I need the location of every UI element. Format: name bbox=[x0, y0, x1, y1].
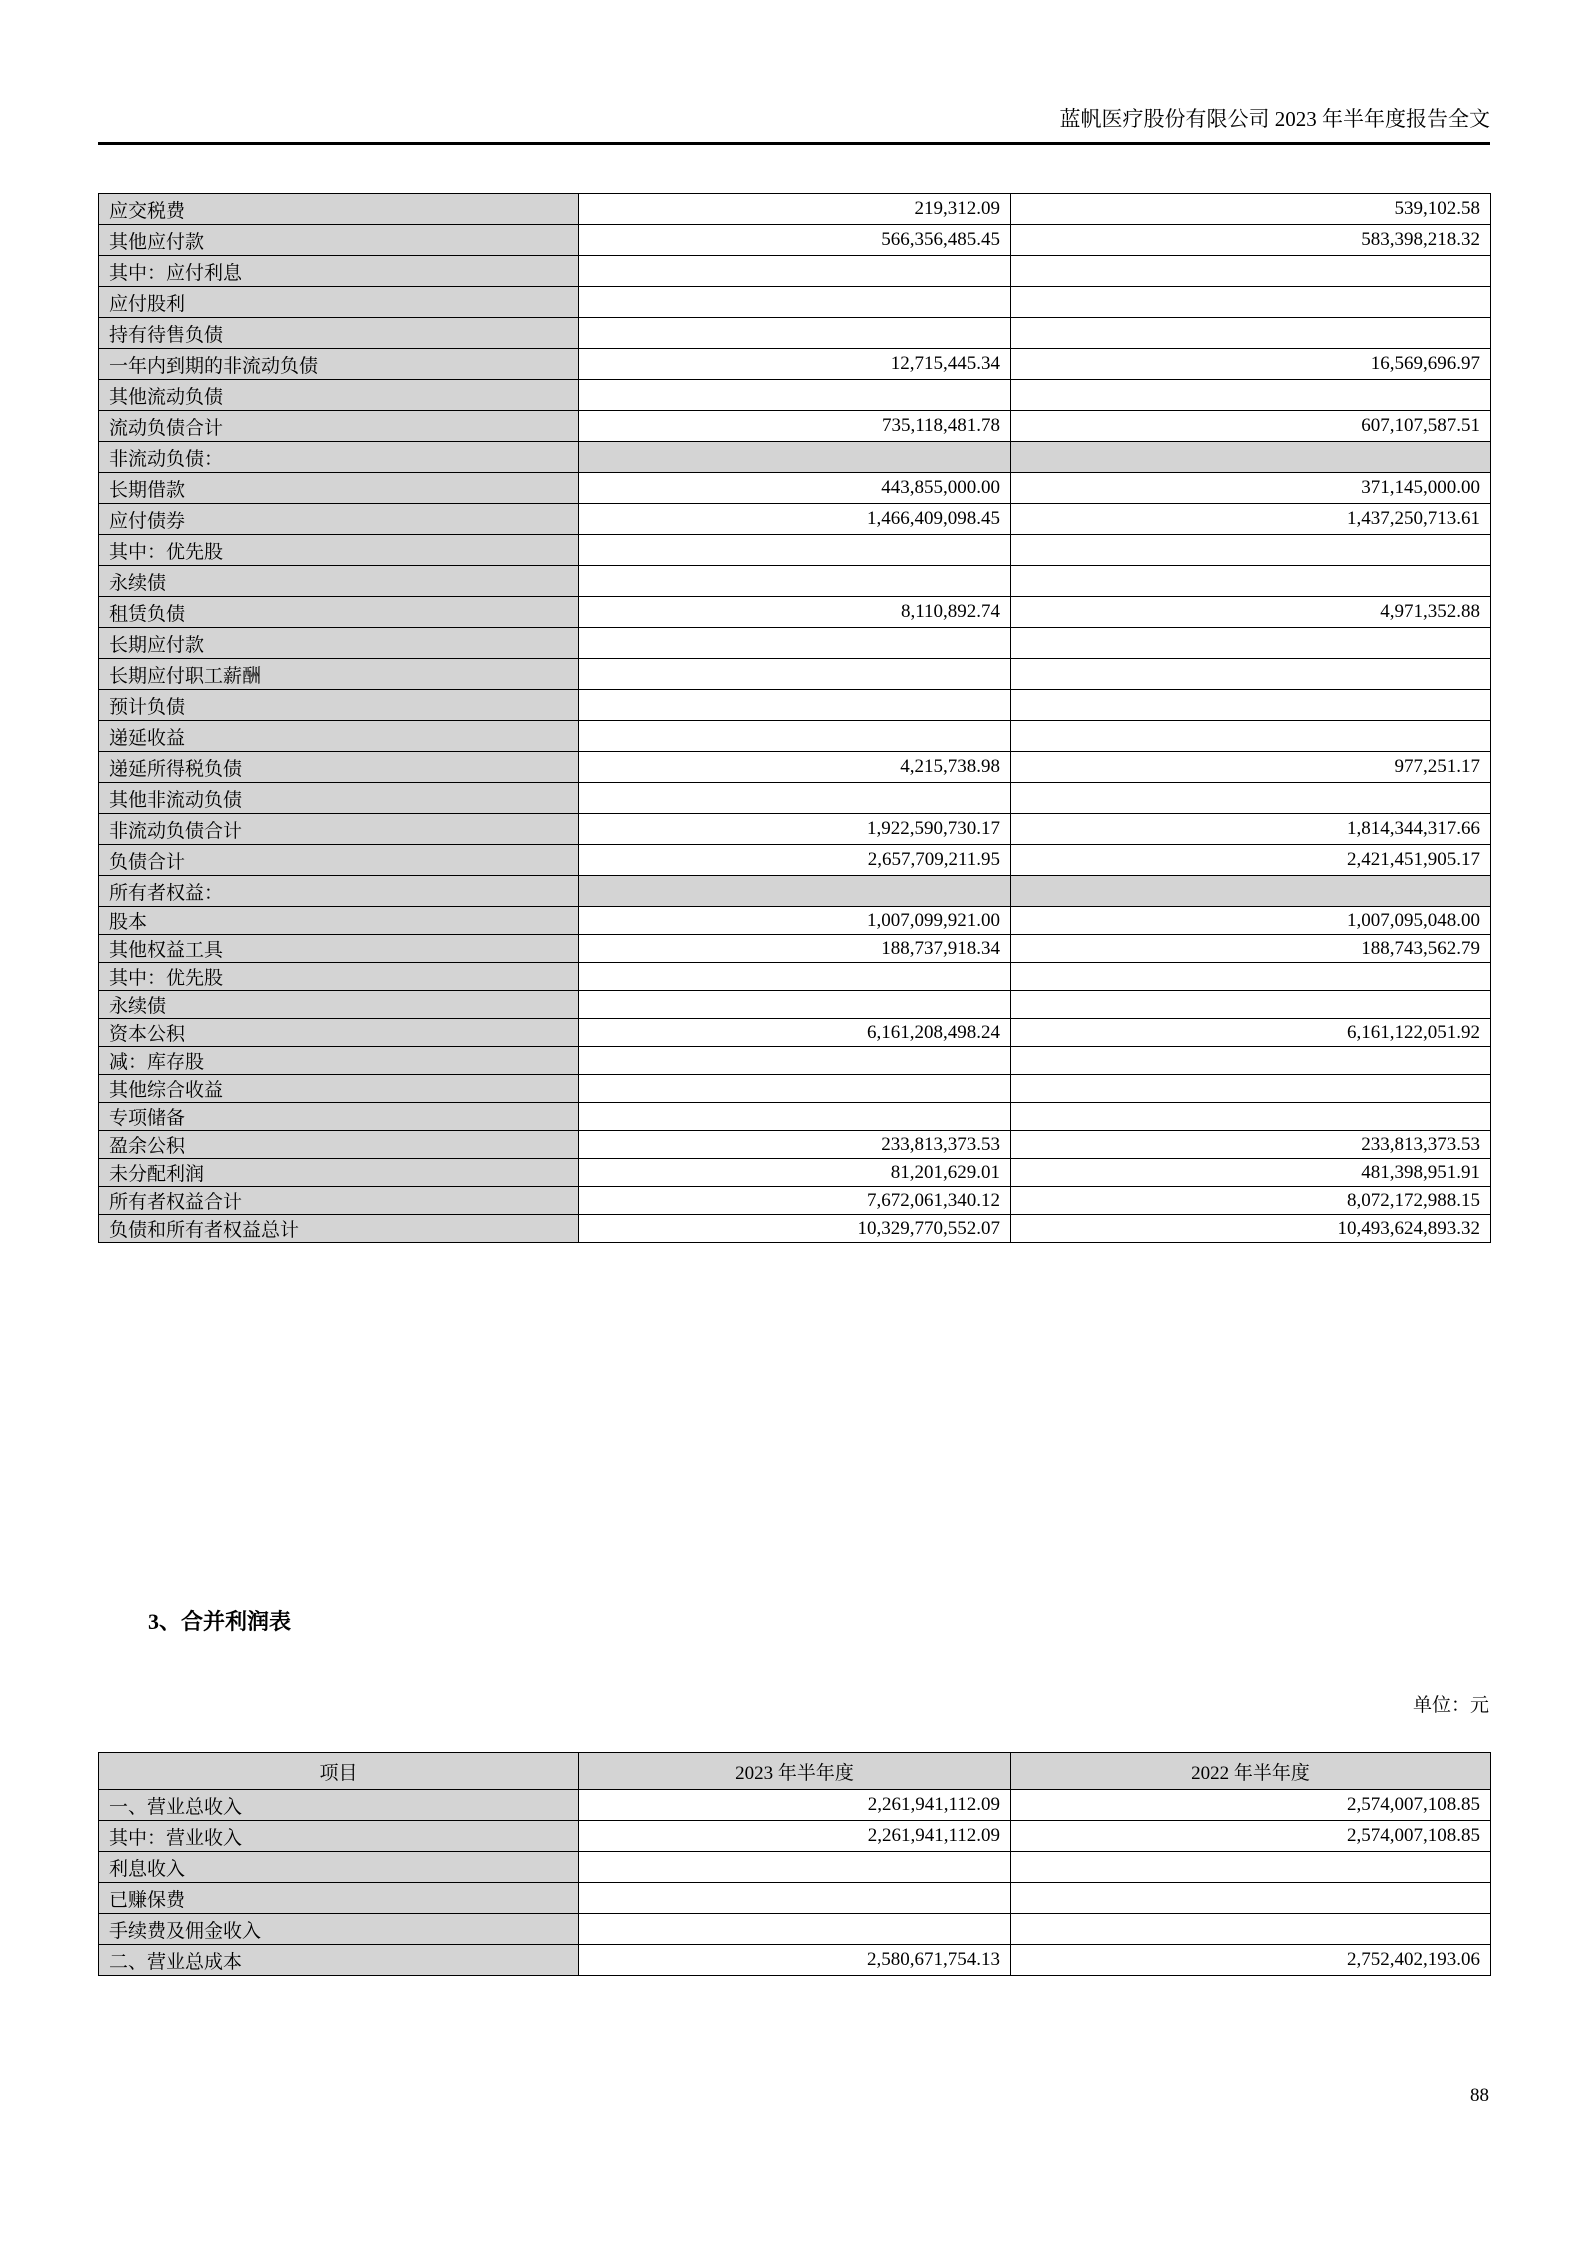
balance-row-value-1 bbox=[579, 256, 1011, 287]
balance-row-label: 减：库存股 bbox=[99, 1047, 579, 1075]
balance-row-label: 长期应付款 bbox=[99, 628, 579, 659]
balance-row-value-1: 81,201,629.01 bbox=[579, 1159, 1011, 1187]
balance-row-value-2: 6,161,122,051.92 bbox=[1011, 1019, 1491, 1047]
balance-row-value-2 bbox=[1011, 318, 1491, 349]
balance-row-value-1: 2,657,709,211.95 bbox=[579, 845, 1011, 876]
balance-row-label: 长期借款 bbox=[99, 473, 579, 504]
balance-row-value-2 bbox=[1011, 690, 1491, 721]
balance-row-value-1: 443,855,000.00 bbox=[579, 473, 1011, 504]
table-row bbox=[99, 597, 1491, 628]
balance-row-value-1 bbox=[579, 1103, 1011, 1131]
balance-row-value-1: 4,215,738.98 bbox=[579, 752, 1011, 783]
table-row bbox=[99, 935, 1491, 963]
balance-row-value-1 bbox=[579, 963, 1011, 991]
income-col-item: 项目 bbox=[99, 1753, 579, 1790]
income-row-value-2 bbox=[1011, 1883, 1491, 1914]
balance-row-value-2 bbox=[1011, 566, 1491, 597]
balance-row-value-1 bbox=[579, 380, 1011, 411]
balance-row-value-2: 233,813,373.53 bbox=[1011, 1131, 1491, 1159]
table-row bbox=[99, 1945, 1491, 1976]
balance-row-value-2: 607,107,587.51 bbox=[1011, 411, 1491, 442]
table-row bbox=[99, 1103, 1491, 1131]
balance-row-value-2: 1,007,095,048.00 bbox=[1011, 907, 1491, 935]
table-row bbox=[99, 442, 1491, 473]
balance-row-label: 递延所得税负债 bbox=[99, 752, 579, 783]
balance-row-label: 股本 bbox=[99, 907, 579, 935]
balance-row-label: 负债和所有者权益总计 bbox=[99, 1215, 579, 1243]
balance-row-value-2 bbox=[1011, 659, 1491, 690]
balance-row-value-2 bbox=[1011, 256, 1491, 287]
table-row bbox=[99, 814, 1491, 845]
table-row bbox=[99, 659, 1491, 690]
balance-row-value-1 bbox=[579, 690, 1011, 721]
balance-row-label: 永续债 bbox=[99, 991, 579, 1019]
income-row-label: 一、营业总收入 bbox=[99, 1790, 579, 1821]
table-row bbox=[99, 504, 1491, 535]
balance-row-value-2 bbox=[1011, 1075, 1491, 1103]
balance-row-value-1 bbox=[579, 876, 1011, 907]
income-row-value-2: 2,752,402,193.06 bbox=[1011, 1945, 1491, 1976]
balance-row-label: 盈余公积 bbox=[99, 1131, 579, 1159]
table-row bbox=[99, 907, 1491, 935]
balance-row-value-1: 1,466,409,098.45 bbox=[579, 504, 1011, 535]
balance-row-value-2 bbox=[1011, 721, 1491, 752]
balance-row-value-2: 371,145,000.00 bbox=[1011, 473, 1491, 504]
table-row bbox=[99, 1883, 1491, 1914]
balance-row-value-2 bbox=[1011, 1047, 1491, 1075]
income-statement-table bbox=[98, 1752, 1491, 1976]
table-row bbox=[99, 566, 1491, 597]
income-statement-heading: 3、合并利润表 bbox=[148, 1609, 292, 1634]
balance-row-label: 应付股利 bbox=[99, 287, 579, 318]
header-rule bbox=[98, 142, 1490, 145]
balance-row-value-1: 1,007,099,921.00 bbox=[579, 907, 1011, 935]
balance-row-value-1: 233,813,373.53 bbox=[579, 1131, 1011, 1159]
balance-row-value-2 bbox=[1011, 783, 1491, 814]
balance-row-value-1: 8,110,892.74 bbox=[579, 597, 1011, 628]
balance-row-label: 其中：应付利息 bbox=[99, 256, 579, 287]
income-row-value-2: 2,574,007,108.85 bbox=[1011, 1821, 1491, 1852]
balance-row-label: 预计负债 bbox=[99, 690, 579, 721]
income-row-label: 二、营业总成本 bbox=[99, 1945, 579, 1976]
balance-row-label: 资本公积 bbox=[99, 1019, 579, 1047]
income-statement-header-row bbox=[99, 1753, 1491, 1790]
income-row-label: 其中：营业收入 bbox=[99, 1821, 579, 1852]
balance-row-value-1: 188,737,918.34 bbox=[579, 935, 1011, 963]
balance-sheet-table bbox=[98, 193, 1491, 1243]
income-statement-unit-note: 单位：元 bbox=[1412, 1695, 1489, 1716]
table-row bbox=[99, 535, 1491, 566]
balance-row-value-1: 10,329,770,552.07 bbox=[579, 1215, 1011, 1243]
table-row bbox=[99, 380, 1491, 411]
income-row-value-2: 2,574,007,108.85 bbox=[1011, 1790, 1491, 1821]
balance-row-label: 负债合计 bbox=[99, 845, 579, 876]
table-row bbox=[99, 1215, 1491, 1243]
balance-row-label: 非流动负债合计 bbox=[99, 814, 579, 845]
balance-row-value-1: 12,715,445.34 bbox=[579, 349, 1011, 380]
balance-row-label: 非流动负债： bbox=[99, 442, 579, 473]
balance-row-value-1 bbox=[579, 1047, 1011, 1075]
table-row bbox=[99, 876, 1491, 907]
table-row bbox=[99, 411, 1491, 442]
balance-row-value-1: 6,161,208,498.24 bbox=[579, 1019, 1011, 1047]
table-row bbox=[99, 1821, 1491, 1852]
balance-row-value-1 bbox=[579, 318, 1011, 349]
balance-row-value-2: 2,421,451,905.17 bbox=[1011, 845, 1491, 876]
balance-row-value-2: 188,743,562.79 bbox=[1011, 935, 1491, 963]
balance-row-label: 其他流动负债 bbox=[99, 380, 579, 411]
table-row bbox=[99, 783, 1491, 814]
balance-row-label: 一年内到期的非流动负债 bbox=[99, 349, 579, 380]
balance-row-label: 未分配利润 bbox=[99, 1159, 579, 1187]
balance-row-label: 专项储备 bbox=[99, 1103, 579, 1131]
balance-row-value-1: 7,672,061,340.12 bbox=[579, 1187, 1011, 1215]
balance-row-value-2: 539,102.58 bbox=[1011, 194, 1491, 225]
balance-row-label: 其他非流动负债 bbox=[99, 783, 579, 814]
balance-row-label: 永续债 bbox=[99, 566, 579, 597]
table-row bbox=[99, 1159, 1491, 1187]
balance-row-value-2: 1,814,344,317.66 bbox=[1011, 814, 1491, 845]
income-row-value-2 bbox=[1011, 1914, 1491, 1945]
balance-row-value-2 bbox=[1011, 876, 1491, 907]
balance-row-value-2 bbox=[1011, 963, 1491, 991]
income-row-label: 利息收入 bbox=[99, 1852, 579, 1883]
table-row bbox=[99, 473, 1491, 504]
balance-row-value-1 bbox=[579, 659, 1011, 690]
balance-row-label: 长期应付职工薪酬 bbox=[99, 659, 579, 690]
table-row bbox=[99, 256, 1491, 287]
balance-row-value-1: 1,922,590,730.17 bbox=[579, 814, 1011, 845]
income-statement-body bbox=[99, 1790, 1491, 1976]
income-row-value-1: 2,261,941,112.09 bbox=[579, 1821, 1011, 1852]
table-row bbox=[99, 963, 1491, 991]
balance-row-value-1 bbox=[579, 991, 1011, 1019]
table-row bbox=[99, 1131, 1491, 1159]
balance-row-value-2: 10,493,624,893.32 bbox=[1011, 1215, 1491, 1243]
table-row bbox=[99, 349, 1491, 380]
balance-row-value-1 bbox=[579, 721, 1011, 752]
table-row bbox=[99, 225, 1491, 256]
table-row bbox=[99, 287, 1491, 318]
balance-row-label: 应付债券 bbox=[99, 504, 579, 535]
income-row-value-1 bbox=[579, 1883, 1011, 1914]
balance-sheet-body bbox=[99, 194, 1491, 1243]
income-row-value-1: 2,580,671,754.13 bbox=[579, 1945, 1011, 1976]
balance-row-label: 其他综合收益 bbox=[99, 1075, 579, 1103]
balance-row-value-2: 4,971,352.88 bbox=[1011, 597, 1491, 628]
balance-row-label: 持有待售负债 bbox=[99, 318, 579, 349]
balance-row-value-1 bbox=[579, 1075, 1011, 1103]
balance-row-value-2 bbox=[1011, 1103, 1491, 1131]
balance-row-value-2: 977,251.17 bbox=[1011, 752, 1491, 783]
income-row-value-1 bbox=[579, 1852, 1011, 1883]
table-row bbox=[99, 1047, 1491, 1075]
balance-row-value-2: 16,569,696.97 bbox=[1011, 349, 1491, 380]
income-row-label: 已赚保费 bbox=[99, 1883, 579, 1914]
balance-row-value-2 bbox=[1011, 628, 1491, 659]
balance-row-value-2 bbox=[1011, 380, 1491, 411]
balance-row-value-2: 583,398,218.32 bbox=[1011, 225, 1491, 256]
income-row-value-2 bbox=[1011, 1852, 1491, 1883]
table-row bbox=[99, 1790, 1491, 1821]
table-row bbox=[99, 318, 1491, 349]
table-row bbox=[99, 1187, 1491, 1215]
balance-row-label: 其中：优先股 bbox=[99, 963, 579, 991]
balance-row-value-2 bbox=[1011, 287, 1491, 318]
table-row bbox=[99, 1914, 1491, 1945]
table-row bbox=[99, 752, 1491, 783]
table-row bbox=[99, 628, 1491, 659]
balance-row-value-1 bbox=[579, 783, 1011, 814]
balance-row-value-1 bbox=[579, 535, 1011, 566]
balance-row-value-1 bbox=[579, 566, 1011, 597]
table-row bbox=[99, 845, 1491, 876]
table-row bbox=[99, 1075, 1491, 1103]
table-row bbox=[99, 991, 1491, 1019]
balance-row-label: 其他应付款 bbox=[99, 225, 579, 256]
balance-row-value-2: 1,437,250,713.61 bbox=[1011, 504, 1491, 535]
balance-row-value-1: 566,356,485.45 bbox=[579, 225, 1011, 256]
balance-row-label: 租赁负债 bbox=[99, 597, 579, 628]
balance-row-value-1 bbox=[579, 287, 1011, 318]
balance-row-value-2 bbox=[1011, 991, 1491, 1019]
income-row-value-1: 2,261,941,112.09 bbox=[579, 1790, 1011, 1821]
balance-row-label: 递延收益 bbox=[99, 721, 579, 752]
balance-row-value-2: 8,072,172,988.15 bbox=[1011, 1187, 1491, 1215]
income-col-2023: 2023 年半年度 bbox=[579, 1753, 1011, 1790]
balance-row-label: 流动负债合计 bbox=[99, 411, 579, 442]
income-row-label: 手续费及佣金收入 bbox=[99, 1914, 579, 1945]
balance-row-value-1: 735,118,481.78 bbox=[579, 411, 1011, 442]
balance-row-value-2 bbox=[1011, 535, 1491, 566]
table-row bbox=[99, 690, 1491, 721]
balance-row-label: 应交税费 bbox=[99, 194, 579, 225]
page-number: 88 bbox=[1470, 2085, 1489, 2106]
income-col-2022: 2022 年半年度 bbox=[1011, 1753, 1491, 1790]
balance-row-value-2: 481,398,951.91 bbox=[1011, 1159, 1491, 1187]
balance-row-label: 其中：优先股 bbox=[99, 535, 579, 566]
income-row-value-1 bbox=[579, 1914, 1011, 1945]
balance-row-label: 所有者权益合计 bbox=[99, 1187, 579, 1215]
balance-row-value-1 bbox=[579, 628, 1011, 659]
balance-row-value-1: 219,312.09 bbox=[579, 194, 1011, 225]
table-row bbox=[99, 1019, 1491, 1047]
table-row bbox=[99, 1852, 1491, 1883]
balance-row-value-1 bbox=[579, 442, 1011, 473]
table-row bbox=[99, 194, 1491, 225]
table-row bbox=[99, 721, 1491, 752]
running-header: 蓝帆医疗股份有限公司 2023 年半年度报告全文 bbox=[1059, 107, 1490, 131]
balance-row-label: 所有者权益： bbox=[99, 876, 579, 907]
balance-row-label: 其他权益工具 bbox=[99, 935, 579, 963]
balance-row-value-2 bbox=[1011, 442, 1491, 473]
